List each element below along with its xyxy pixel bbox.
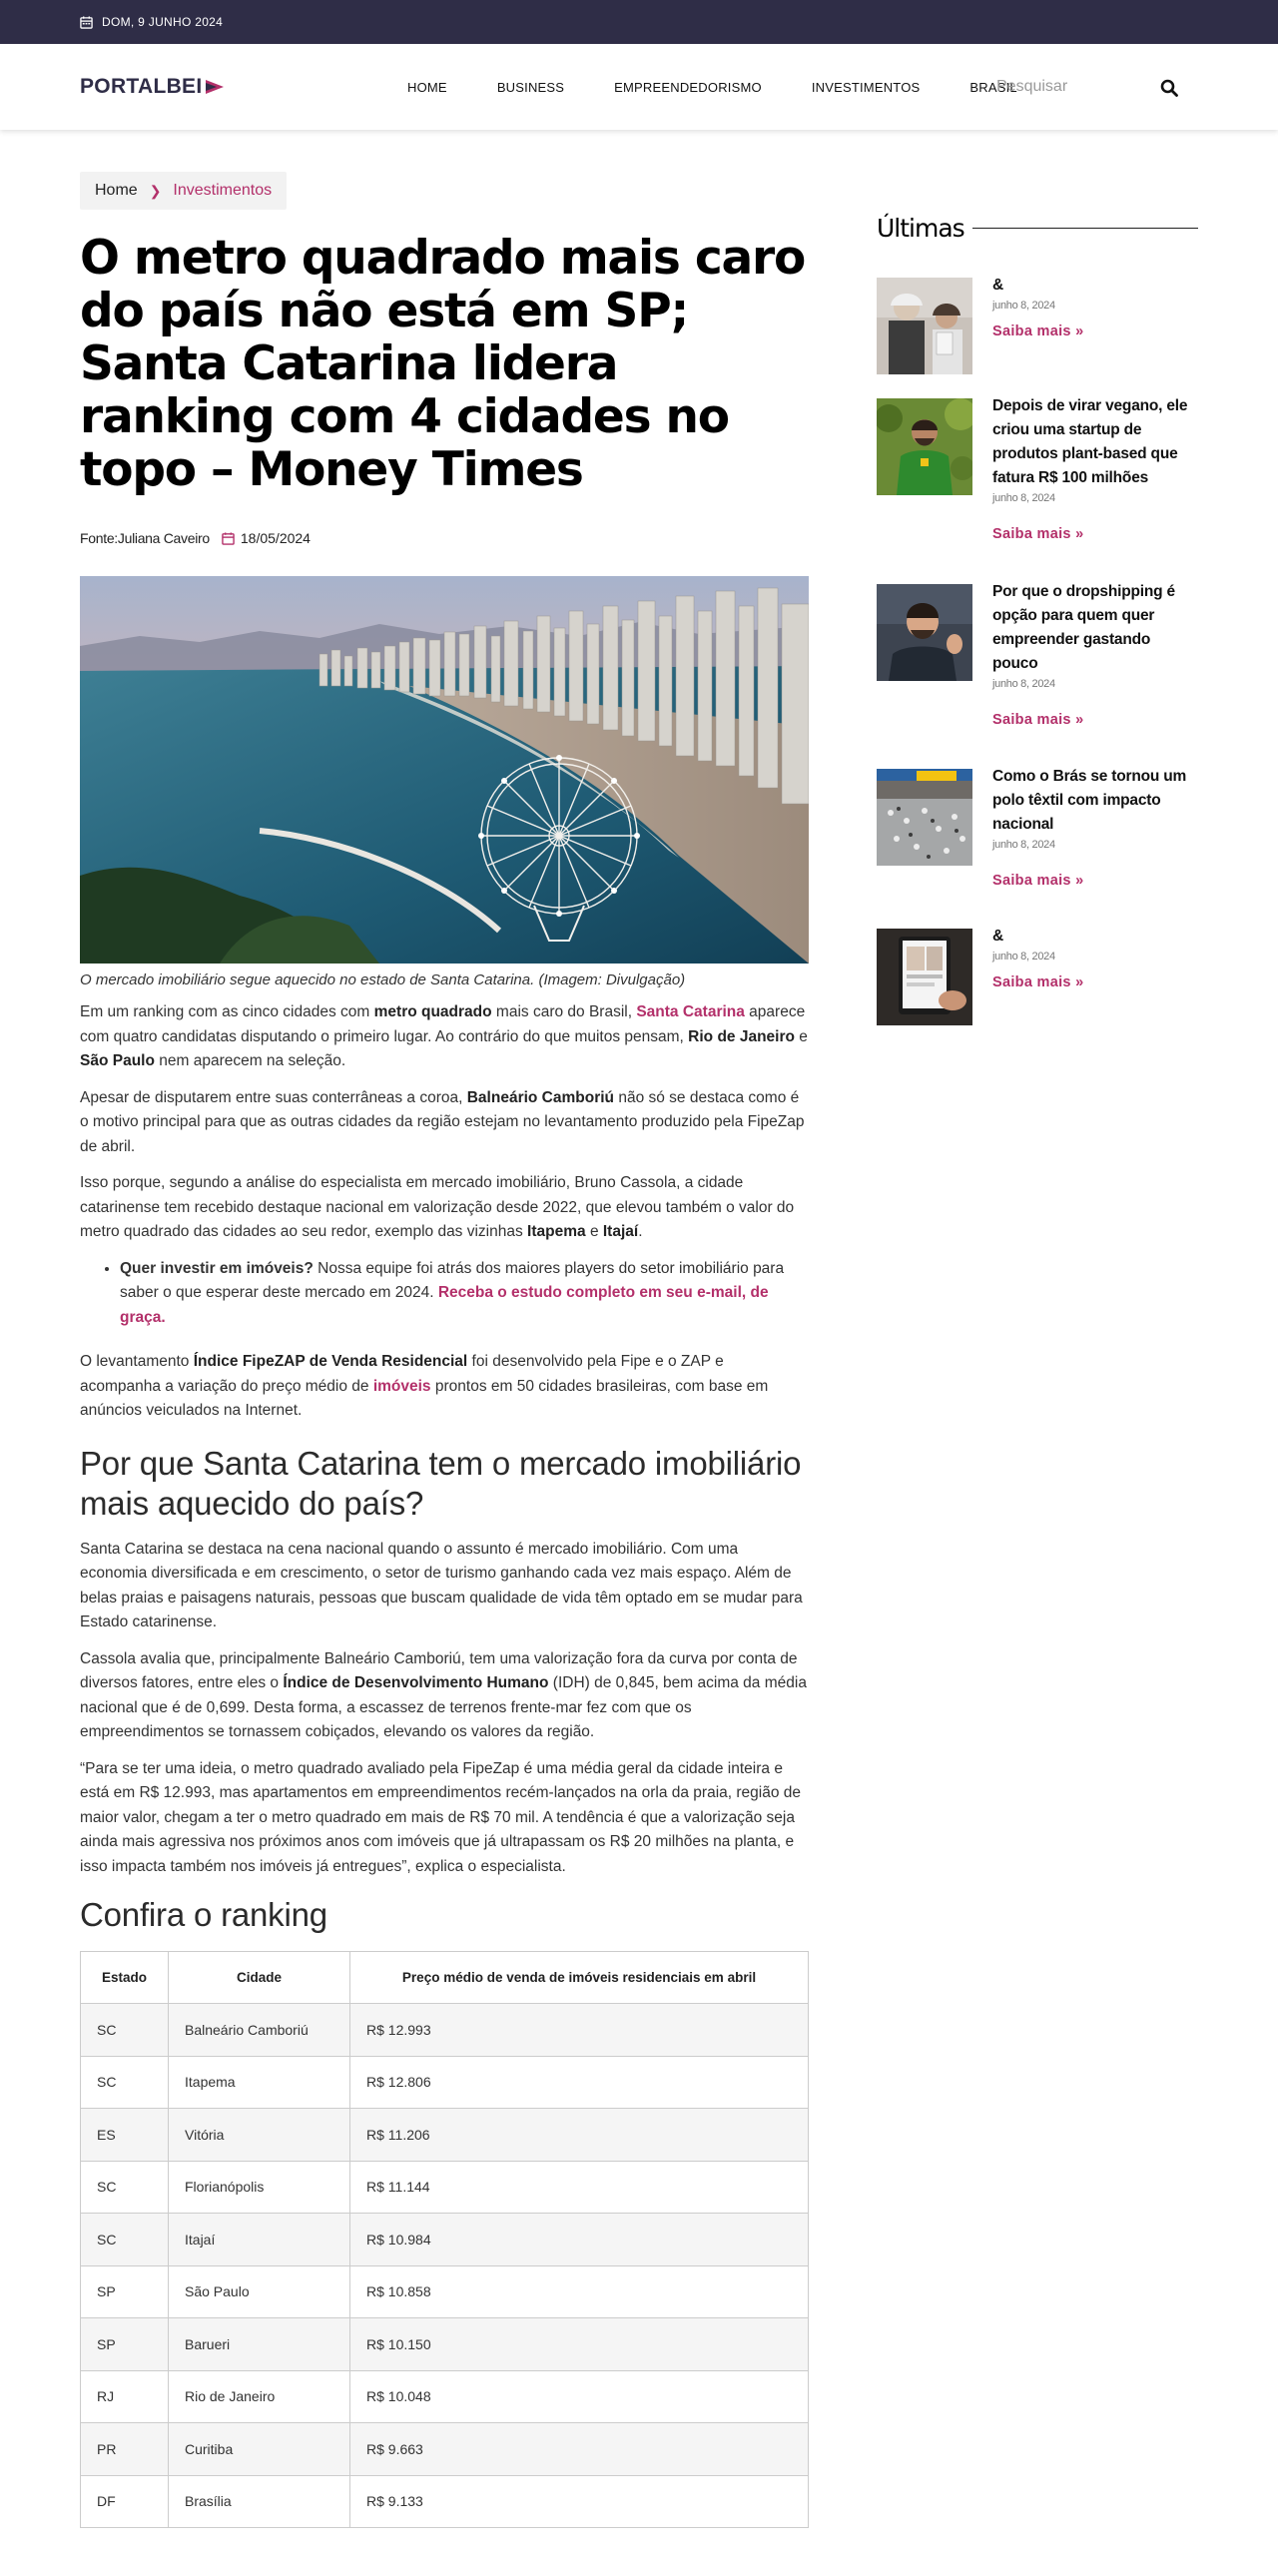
- article-date: 18/05/2024: [240, 530, 311, 546]
- imoveis-link[interactable]: imóveis: [372, 1377, 431, 1395]
- text-span: Apesar de disputarem entre suas conterrâneas a coroa,: [80, 1088, 467, 1106]
- cell-cidade: Vitória: [169, 2109, 350, 2162]
- table-row: [81, 2318, 809, 2371]
- post-date: junho 8, 2024: [992, 951, 1055, 963]
- post-thumbnail[interactable]: [877, 769, 972, 866]
- text-span: Em um ranking com as cinco cidades com: [80, 1003, 374, 1020]
- bold-text: metro quadrado: [373, 1003, 492, 1020]
- table-row: [81, 2161, 809, 2214]
- search-icon[interactable]: [1160, 79, 1178, 97]
- cell-estado: RJ: [81, 2370, 169, 2423]
- cell-estado: SP: [81, 2265, 169, 2318]
- cell-preco: R$ 10.984: [350, 2214, 809, 2266]
- post-info: [992, 398, 1198, 542]
- post-title[interactable]: &: [992, 277, 1003, 294]
- top-bar: [0, 0, 1278, 44]
- post-date: junho 8, 2024: [992, 300, 1055, 312]
- ranking-table: [80, 1951, 809, 2528]
- article-paragraph-6: [80, 1647, 809, 1745]
- latest-post-2[interactable]: [877, 398, 1198, 542]
- cell-estado: SP: [81, 2318, 169, 2371]
- bold-text: Itapema: [527, 1223, 586, 1240]
- text-span: não só se destaca como é o motivo principal para que as outras cidades da região estejam no levantamento produzido pela FipeZap de abril.: [80, 1088, 805, 1155]
- bold-text: Rio de Janeiro: [688, 1027, 795, 1045]
- article: [80, 130, 809, 2528]
- read-more-link[interactable]: Saiba mais »: [992, 873, 1084, 889]
- play-logo-icon: [204, 79, 226, 95]
- cell-estado: SC: [81, 2161, 169, 2214]
- cell-preco: R$ 10.048: [350, 2370, 809, 2423]
- text-span: nem aparecem na seleção.: [154, 1052, 346, 1069]
- post-info: [992, 584, 1198, 728]
- text-span: mais caro do Brasil,: [491, 1003, 637, 1020]
- column-header-cidade: Cidade: [169, 1952, 350, 2004]
- breadcrumb-home[interactable]: Home: [95, 182, 138, 199]
- read-more-link[interactable]: Saiba mais »: [992, 526, 1084, 542]
- cell-cidade: Balneário Camboriú: [169, 2004, 350, 2057]
- bold-text: Balneário Camboriú: [466, 1088, 615, 1106]
- promo-list: [120, 1257, 809, 1331]
- cell-cidade: Itajaí: [169, 2214, 350, 2266]
- post-info: [992, 929, 1198, 1025]
- text-span: Isso porque, segundo a análise do especialista em mercado imobiliário, Bruno Cassola, a cidade catarinense tem recebido destaque nacional em valorização desde 2022, que elevou também o valor do metro quadrado das cidades ao seu redor, exemplo das vizinhas: [80, 1174, 795, 1240]
- article-paragraph-3: [80, 1171, 809, 1245]
- article-meta: [80, 530, 809, 546]
- table-row: [81, 2109, 809, 2162]
- read-more-link[interactable]: Saiba mais »: [992, 323, 1084, 339]
- site-logo[interactable]: [80, 75, 327, 99]
- table-row: [81, 2214, 809, 2266]
- study-signup-link[interactable]: Receba o estudo completo em seu e-mail, de graça.: [120, 1284, 769, 1326]
- ranking-table-body: [81, 2004, 809, 2528]
- bold-text: Itajaí: [602, 1223, 639, 1240]
- logo-text: PORTALBEI: [80, 75, 203, 98]
- text-span: Cassola avalia que, principalmente Balneário Camboriú, tem uma valorização fora da curva por conta de diversos fatores, entre eles o: [80, 1649, 798, 1691]
- cell-preco: R$ 12.993: [350, 2004, 809, 2057]
- post-thumbnail[interactable]: [877, 929, 972, 1025]
- cell-cidade: São Paulo: [169, 2265, 350, 2318]
- sidebar: [877, 130, 1198, 990]
- cell-estado: PR: [81, 2423, 169, 2476]
- latest-post-5[interactable]: [877, 929, 1198, 1025]
- table-row: [81, 2004, 809, 2057]
- nav-brasil[interactable]: BRASIL: [969, 79, 1017, 95]
- search-box: [996, 44, 1156, 130]
- bold-text: São Paulo: [80, 1052, 155, 1069]
- bold-text: Quer investir em imóveis?: [120, 1259, 314, 1277]
- text-span: e: [794, 1027, 808, 1045]
- read-more-link[interactable]: Saiba mais »: [992, 974, 1084, 990]
- post-date: junho 8, 2024: [992, 678, 1055, 690]
- latest-post-3[interactable]: [877, 584, 1198, 728]
- post-title[interactable]: Por que o dropshipping é opção para quem quer empreender gastando pouco: [992, 583, 1175, 672]
- text-span: .: [638, 1223, 643, 1240]
- text-span: Nossa equipe foi atrás dos maiores players do setor imobiliário para saber o que esperar deste mercado em 2024.: [120, 1259, 785, 1301]
- image-caption: O mercado imobiliário segue aquecido no estado de Santa Catarina. (Imagem: Divulgação): [80, 971, 686, 988]
- chevron-right-icon: ❯: [149, 182, 162, 199]
- post-date: junho 8, 2024: [992, 492, 1055, 504]
- section-heading-ranking: Confira o ranking: [80, 1896, 327, 1933]
- main-nav: [327, 80, 1017, 95]
- breadcrumb: [80, 172, 287, 210]
- read-more-link[interactable]: Saiba mais »: [992, 712, 1084, 728]
- cell-cidade: Itapema: [169, 2056, 350, 2109]
- search-input[interactable]: [996, 78, 1156, 96]
- cell-estado: SC: [81, 2004, 169, 2057]
- cell-preco: R$ 9.133: [350, 2475, 809, 2528]
- list-item: [120, 1257, 809, 1331]
- text-span: foi desenvolvido pela Fipe e o ZAP e acompanha a variação do preço médio de: [80, 1353, 724, 1395]
- cell-cidade: Brasília: [169, 2475, 350, 2528]
- latest-heading-text: Últimas: [877, 214, 964, 243]
- article-paragraph-4: [80, 1350, 809, 1424]
- table-row: [81, 2475, 809, 2528]
- cell-preco: R$ 10.150: [350, 2318, 809, 2371]
- cell-estado: SC: [81, 2056, 169, 2109]
- cell-preco: R$ 12.806: [350, 2056, 809, 2109]
- nav-home[interactable]: HOME: [407, 79, 447, 95]
- site-header: [0, 44, 1278, 130]
- hero-image: [80, 576, 809, 964]
- post-date: junho 8, 2024: [992, 839, 1055, 851]
- calendar-icon: [80, 16, 93, 29]
- post-title[interactable]: Depois de virar vegano, ele criou uma startup de produtos plant-based que fatura R$ 100 milhões: [992, 397, 1188, 486]
- article-paragraph-2: [80, 1086, 809, 1160]
- post-thumbnail[interactable]: [877, 398, 972, 495]
- article-source: Fonte:Juliana Caveiro: [80, 530, 210, 546]
- text-span: prontos em 50 cidades brasileiras, com base em anúncios veiculados na Internet.: [80, 1377, 769, 1419]
- article-paragraph-7: “Para se ter uma ideia, o metro quadrado avaliado pela FipeZap é uma média geral da cidade inteira e está em R$ 12.993, mas apartamentos em empreendimentos recém-lançados na orla da praia, região de maior valor, chegam a ter o metro quadrado em mais de R$ 70 mil. A tendência é que a valorização seja ainda mais agressiva nos próximos anos com imóveis que já ultrapassam os R$ 20 milhões na planta, e isso impacta também nos imóveis já entregues”, explica o especialista.: [80, 1759, 802, 1875]
- cell-preco: R$ 10.858: [350, 2265, 809, 2318]
- cell-estado: SC: [81, 2214, 169, 2266]
- divider: [972, 228, 1198, 229]
- article-paragraph-1: [80, 1000, 809, 1074]
- cell-cidade: Florianópolis: [169, 2161, 350, 2214]
- post-thumbnail[interactable]: [877, 278, 972, 374]
- table-row: [81, 2423, 809, 2476]
- text-span: O levantamento: [80, 1353, 194, 1370]
- post-info: [992, 278, 1198, 374]
- nav-business[interactable]: BUSINESS: [496, 79, 565, 95]
- text-span: e: [585, 1223, 603, 1240]
- table-row: [81, 2370, 809, 2423]
- cell-preco: R$ 11.206: [350, 2109, 809, 2162]
- cell-preco: R$ 11.144: [350, 2161, 809, 2214]
- post-title[interactable]: Como o Brás se tornou um polo têxtil com impacto nacional: [992, 768, 1187, 833]
- cell-preco: R$ 9.663: [350, 2423, 809, 2476]
- section-heading-why: Por que Santa Catarina tem o mercado imobiliário mais aquecido do país?: [80, 1444, 802, 1522]
- cell-estado: DF: [81, 2475, 169, 2528]
- latest-post-1[interactable]: [877, 278, 1198, 374]
- table-row: [81, 2265, 809, 2318]
- cell-cidade: Rio de Janeiro: [169, 2370, 350, 2423]
- cell-cidade: Curitiba: [169, 2423, 350, 2476]
- bold-text: Índice FipeZAP de Venda Residencial: [193, 1353, 468, 1370]
- nav-empreendedorismo[interactable]: EMPREENDEDORISMO: [614, 79, 762, 95]
- post-thumbnail[interactable]: [877, 584, 972, 681]
- column-header-estado: Estado: [81, 1952, 169, 2004]
- column-header-preco: Preço médio de venda de imóveis residenciais em abril: [350, 1952, 809, 2004]
- latest-post-4[interactable]: [877, 769, 1198, 889]
- nav-investimentos[interactable]: INVESTIMENTOS: [811, 79, 921, 95]
- article-title: O metro quadrado mais caro do país não está em SP; Santa Catarina lidera ranking com 4 cidades no topo – Money Times: [80, 231, 806, 497]
- table-header-row: [81, 1952, 809, 2004]
- cell-estado: ES: [81, 2109, 169, 2162]
- current-date: DOM, 9 JUNHO 2024: [102, 15, 224, 29]
- post-title[interactable]: &: [992, 928, 1003, 945]
- article-paragraph-5: Santa Catarina se destaca na cena nacional quando o assunto é mercado imobiliário. Com uma economia diversificada e em crescimento, o setor de turismo ganhando cada vez mais espaço. Além de belas praias e paisagens naturais, pessoas que buscam qualidade de vida têm optado em se mudar para Estado catarinense.: [80, 1540, 803, 1630]
- santa-catarina-link[interactable]: Santa Catarina: [636, 1003, 745, 1020]
- bold-text: Índice de Desenvolvimento Humano: [283, 1674, 549, 1691]
- text-span: aparece com quatro candidatas disputando o primeiro lugar. Ao contrário do que muitos pensam,: [80, 1003, 806, 1045]
- latest-heading: [877, 214, 1198, 243]
- calendar-icon: [222, 532, 235, 545]
- post-info: [992, 769, 1198, 889]
- cell-cidade: Barueri: [169, 2318, 350, 2371]
- table-row: [81, 2056, 809, 2109]
- text-span: (IDH) de 0,845, bem acima da média nacional que é de 0,699. Desta forma, a escassez de terrenos frente-mar fez com que os empreendimentos se tornassem cobiçados, elevando os valores da região.: [80, 1674, 807, 1740]
- breadcrumb-current[interactable]: Investimentos: [173, 182, 273, 199]
